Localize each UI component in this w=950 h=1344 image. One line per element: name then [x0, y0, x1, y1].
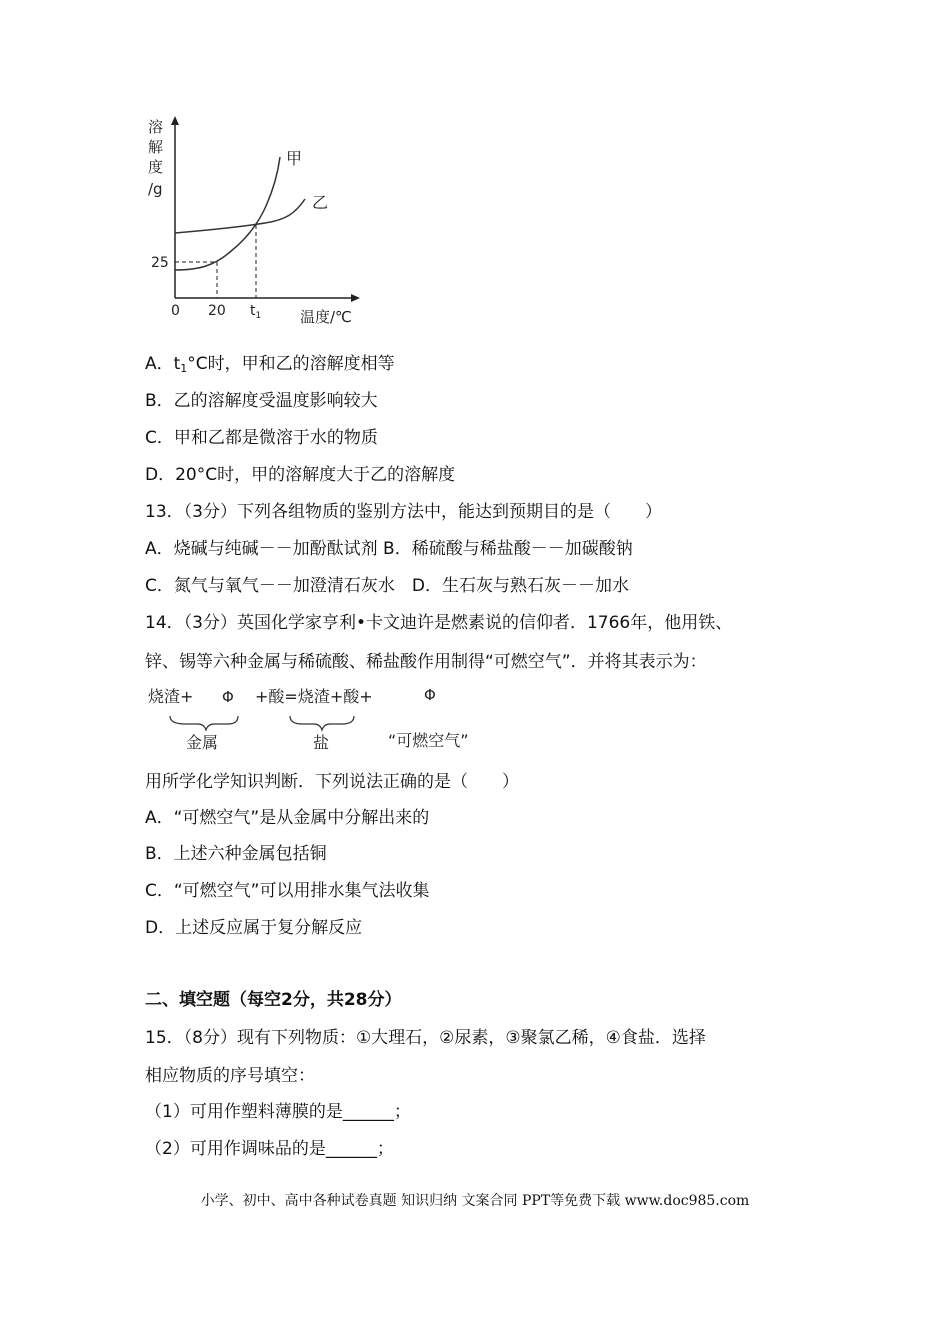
x-axis-arrow	[351, 294, 360, 302]
q12-option-d: D．20°C时，甲的溶解度大于乙的溶解度	[145, 465, 456, 485]
q14-option-c: C．“可燃空气”可以用排水集气法收集	[145, 881, 430, 901]
label-metal: 金属	[186, 733, 219, 752]
label-flammable-air: “可燃空气”	[388, 731, 469, 750]
q13-stem: 13．（3分）下列各组物质的鉴别方法中，能达到预期目的是（ ）	[145, 502, 662, 522]
series-yi-line	[175, 199, 305, 233]
eq-phi-1: Φ	[222, 688, 234, 706]
page-footer: 小学、初中、高中各种试卷真题 知识归纳 文案合同 PPT等免费下载 www.doc985.com	[200, 1193, 750, 1209]
q14-stem-line2: 锌、锡等六种金属与稀硫酸、稀盐酸作用制得“可燃空气”．并将其表示为：	[145, 652, 707, 672]
x-tick-20: 20	[208, 303, 226, 319]
svg-text:/g: /g	[148, 180, 163, 198]
eq-phi-2: Φ	[424, 686, 436, 704]
q14-stem-line1: 14．（3分）英国化学家亨利•卡文迪许是燃素说的信仰者．1766年，他用铁、	[145, 613, 733, 633]
y-axis-label	[148, 118, 163, 198]
q15-stem-line2: 相应物质的序号填空：	[145, 1066, 315, 1086]
y-axis-arrow	[171, 116, 179, 125]
x-tick-0: 0	[171, 303, 180, 319]
q15-part-1: （1）可用作塑料薄膜的是______；	[145, 1102, 411, 1122]
q14-stem-line3: 用所学化学知识判断．下列说法正确的是（ ）	[145, 772, 519, 792]
brace-salt	[290, 716, 354, 730]
label-salt: 盐	[313, 733, 330, 752]
phlogiston-equation	[140, 684, 500, 754]
q15-part-2: （2）可用作调味品的是______；	[145, 1139, 394, 1159]
series-jia-label: 甲	[286, 149, 303, 168]
q14-option-b: B．上述六种金属包括铜	[145, 844, 327, 864]
x-axis-label: 温度/℃	[300, 308, 352, 326]
series-yi-label: 乙	[312, 193, 329, 212]
q14-option-a: A．“可燃空气”是从金属中分解出来的	[145, 808, 430, 828]
q15-stem-line1: 15．（8分）现有下列物质：①大理石，②尿素，③聚氯乙稀，④食盐．选择	[145, 1028, 706, 1048]
svg-text:解: 解	[148, 138, 164, 156]
section-2-title: 二、填空题（每空2分，共28分）	[145, 990, 402, 1010]
svg-text:溶: 溶	[148, 118, 164, 136]
q14-option-d: D．上述反应属于复分解反应	[145, 918, 363, 938]
brace-metal	[170, 716, 238, 730]
svg-text:度: 度	[148, 158, 164, 176]
eq-acid-text: +酸=烧渣+酸+	[255, 687, 373, 706]
eq-residue-text: 烧渣+	[148, 687, 194, 706]
q13-options-ab: A．烧碱与纯碱－－加酚酞试剂 B．稀硫酸与稀盐酸－－加碳酸钠	[145, 539, 633, 559]
q12-option-c: C．甲和乙都是微溶于水的物质	[145, 428, 378, 448]
series-jia-line	[175, 157, 280, 270]
solubility-chart	[140, 112, 370, 327]
q12-option-b: B．乙的溶解度受温度影响较大	[145, 391, 378, 411]
y-tick-25: 25	[151, 255, 169, 271]
x-tick-t1: $t_1$	[250, 303, 262, 321]
q12-option-a: A．$t_1^\circ C$时，甲和乙的溶解度相等	[145, 354, 395, 375]
q13-options-cd: C．氮气与氧气－－加澄清石灰水 D．生石灰与熟石灰－－加水	[145, 576, 629, 596]
